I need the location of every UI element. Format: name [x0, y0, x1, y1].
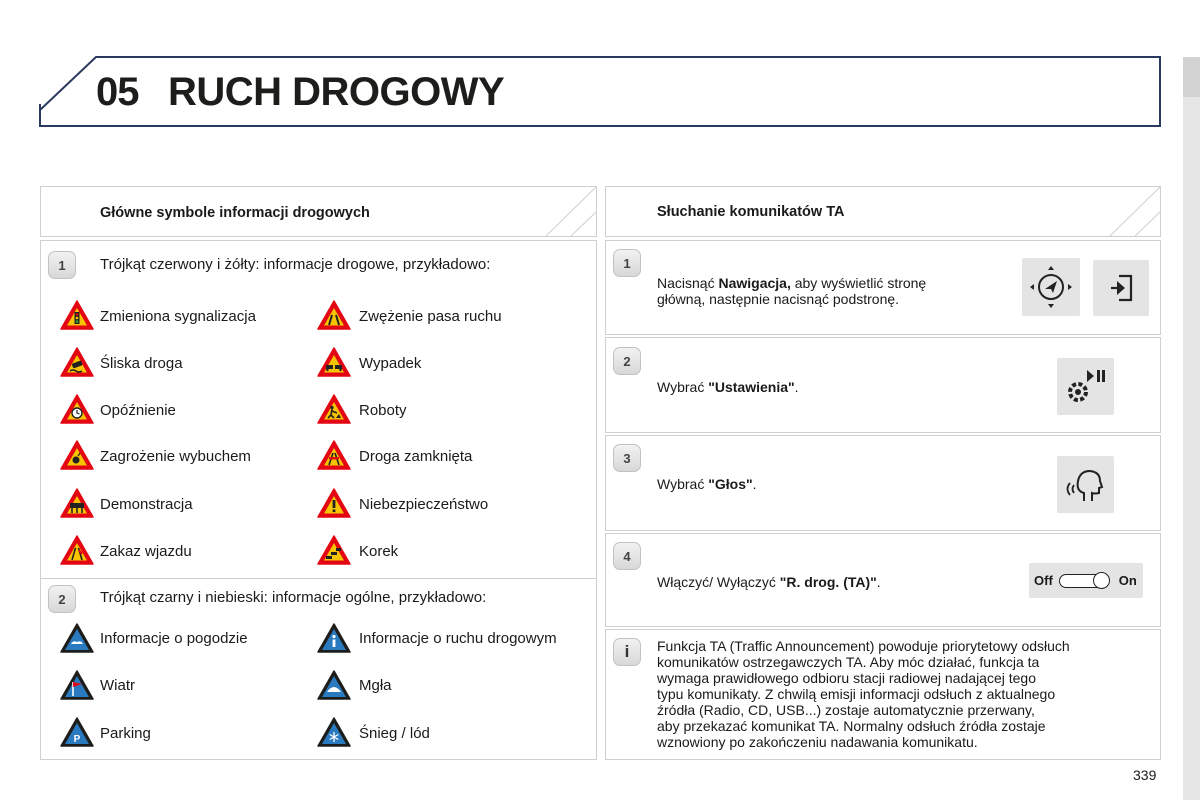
symbol-label: Demonstracja [100, 496, 193, 513]
step-keyword: "Ustawienia" [708, 379, 795, 395]
symbol-label: Opóźnienie [100, 402, 176, 419]
step-keyword: Nawigacja, [718, 275, 791, 291]
roadworks-icon [317, 394, 351, 424]
explosion-icon [60, 440, 94, 470]
section-divider [41, 578, 596, 579]
info-line: aby przekazać komunikat TA. Normalny odsłuch źródła zostaje [657, 718, 1046, 734]
fog-icon [317, 670, 351, 700]
step-text: Wybrać [657, 476, 709, 492]
info-text [657, 638, 1152, 750]
step-1-text [657, 275, 926, 307]
navigation-button[interactable] [1022, 258, 1080, 316]
side-tab-bar [1183, 57, 1200, 800]
info-icon [317, 623, 351, 653]
symbol-label: Zakaz wjazdu [100, 543, 192, 560]
slippery-road-icon [60, 347, 94, 377]
weather-icon [60, 623, 94, 653]
section1-intro: Trójkąt czerwony i żółty: informacje drogowe, przykładowo: [100, 256, 491, 273]
step-3-text [657, 476, 757, 492]
step-badge-3: 3 [613, 444, 641, 472]
section2-intro: Trójkąt czarny i niebieski: informacje ogólne, przykładowo: [100, 589, 487, 606]
step-text: . [752, 476, 757, 492]
voice-button[interactable] [1057, 456, 1114, 513]
step-badge-4: 4 [613, 542, 641, 570]
step-text: Wybrać [657, 379, 709, 395]
symbol-label: Niebezpieczeństwo [359, 496, 489, 513]
symbol-label: Mgła [359, 677, 392, 694]
step-text: . [876, 574, 881, 590]
voice-speaking-head-icon [1064, 463, 1108, 507]
info-line: wznowiony po zakończeniu nadawania komunikatu. [657, 734, 978, 750]
step-text: . [794, 379, 799, 395]
symbol-label: Parking [100, 725, 151, 742]
delay-clock-icon [60, 394, 94, 424]
toggle-off-label: Off [1034, 573, 1053, 588]
subpage-button[interactable] [1093, 260, 1149, 316]
road-closed-icon [317, 440, 351, 470]
step-text: Nacisnąć [657, 275, 719, 291]
info-line: wymaga prawidłowego odbioru stacji radiowej nadającej tego [657, 670, 1036, 686]
settings-button[interactable] [1057, 358, 1114, 415]
step-text: główną, następnie nacisnąć podstronę. [657, 291, 900, 307]
step-text: aby wyświetlić stronę [790, 275, 927, 291]
right-heading: Słuchanie komunikatów TA [657, 204, 845, 220]
info-line: komunikatów ostrzegawczych TA. Aby móc działać, funkcja ta [657, 654, 1040, 670]
symbol-label: Śliska droga [100, 355, 183, 372]
toggle-track [1059, 574, 1109, 588]
toggle-on-label: On [1118, 573, 1137, 588]
symbol-label: Droga zamknięta [359, 448, 473, 465]
snowflake-icon [317, 717, 351, 747]
parking-icon [60, 717, 94, 747]
step-badge-1: 1 [613, 249, 641, 277]
settings-gear-play-pause-icon [1061, 362, 1111, 412]
symbol-label: Wypadek [359, 355, 422, 372]
symbol-label: Roboty [359, 402, 407, 419]
no-entry-icon [60, 535, 94, 565]
demonstration-icon [60, 488, 94, 518]
step-badge-1: 1 [48, 251, 76, 279]
traffic-jam-icon [317, 535, 351, 565]
lane-narrowing-icon [317, 300, 351, 330]
symbol-label: Informacje o ruchu drogowym [359, 630, 557, 647]
symbol-label: Zmieniona sygnalizacja [100, 308, 256, 325]
symbol-label: Korek [359, 543, 399, 560]
left-heading: Główne symbole informacji drogowych [100, 205, 370, 221]
step-keyword: "R. drog. (TA)" [779, 574, 877, 590]
chapter-number: 05 [96, 70, 139, 114]
accident-icon [317, 347, 351, 377]
symbol-label: Zwężenie pasa ruchu [359, 308, 502, 325]
symbol-label: Informacje o pogodzie [100, 630, 248, 647]
step-2-text [657, 379, 799, 395]
info-line: Funkcja TA (Traffic Announcement) powoduje priorytetowy odsłuch [657, 638, 1070, 654]
info-badge: i [613, 638, 641, 666]
step-4-text [657, 574, 881, 590]
page-number: 339 [1133, 767, 1157, 783]
symbol-label: Śnieg / lód [359, 725, 430, 742]
toggle-knob [1093, 572, 1110, 589]
step-badge-2: 2 [48, 585, 76, 613]
chapter-title: RUCH DROGOWY [168, 70, 505, 114]
step-badge-2: 2 [613, 347, 641, 375]
info-line: typu komunikaty. Z chwilą emisji informacji odsłuch z aktualnego [657, 686, 1056, 702]
ta-toggle[interactable] [1029, 563, 1143, 598]
step-text: Włączyć/ Wyłączyć [657, 574, 780, 590]
wind-icon [60, 670, 94, 700]
step-keyword: "Głos" [708, 476, 753, 492]
symbol-label: Zagrożenie wybuchem [100, 448, 251, 465]
svg-text:P: P [73, 734, 81, 745]
enter-subpage-icon [1101, 268, 1141, 308]
navigation-compass-icon [1026, 260, 1076, 314]
symbol-label: Wiatr [100, 677, 135, 694]
danger-exclamation-icon [317, 488, 351, 518]
info-line: źródła (Radio, CD, USB...) zostaje automatycznie przerwany, [657, 702, 1035, 718]
traffic-light-icon [60, 300, 94, 330]
